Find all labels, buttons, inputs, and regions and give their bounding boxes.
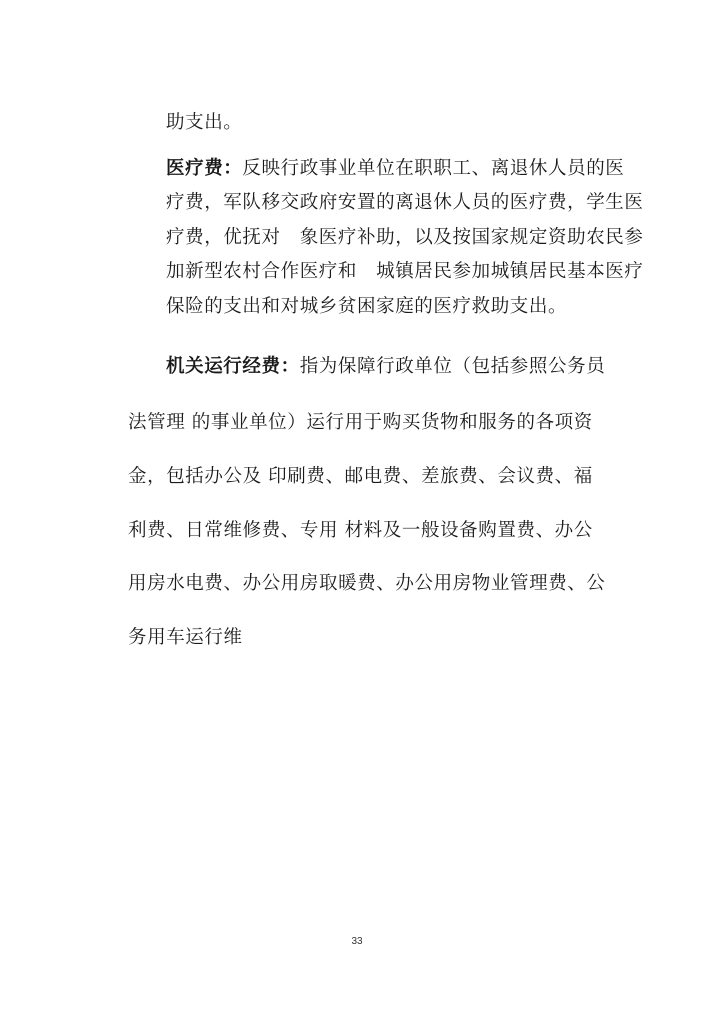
operating-line-1 — [166, 356, 605, 378]
medical-line-2: 疗费，军队移交政府安置的离退休人员的医疗费，学生医 — [166, 192, 644, 213]
medical-line-3: 疗费，优抚对 象医疗补助，以及按国家规定资助农民参 — [166, 227, 644, 248]
medical-line-5: 保险的支出和对城乡贫困家庭的医疗救助支出。 — [166, 296, 568, 317]
operating-text-1: 指为保障行政单位（包括参照公务员 — [299, 356, 606, 377]
medical-line-4: 加新型农村合作医疗和 城镇居民参加城镇居民基本医疗 — [166, 261, 644, 282]
operating-line-3: 金，包括办公及 印刷费、邮电费、差旅费、会议费、福 — [128, 466, 593, 487]
medical-line-1 — [166, 158, 624, 180]
operating-heading: 机关运行经费： — [166, 356, 300, 377]
operating-line-2: 法管理 的事业单位）运行用于购买货物和服务的各项资 — [128, 412, 593, 433]
operating-line-4: 利费、日常维修费、专用 材料及一般设备购置费、办公 — [128, 520, 593, 541]
operating-line-5: 用房水电费、办公用房取暖费、办公用房物业管理费、公 — [128, 573, 606, 594]
page-number: 33 — [351, 936, 363, 947]
operating-line-6: 务用车运行维 — [128, 627, 243, 648]
paragraph-tail: 助支出。 — [166, 112, 243, 133]
medical-text-1: 反映行政事业单位在职职工、离退休人员的医 — [242, 158, 625, 179]
medical-heading: 医疗费： — [166, 158, 243, 179]
